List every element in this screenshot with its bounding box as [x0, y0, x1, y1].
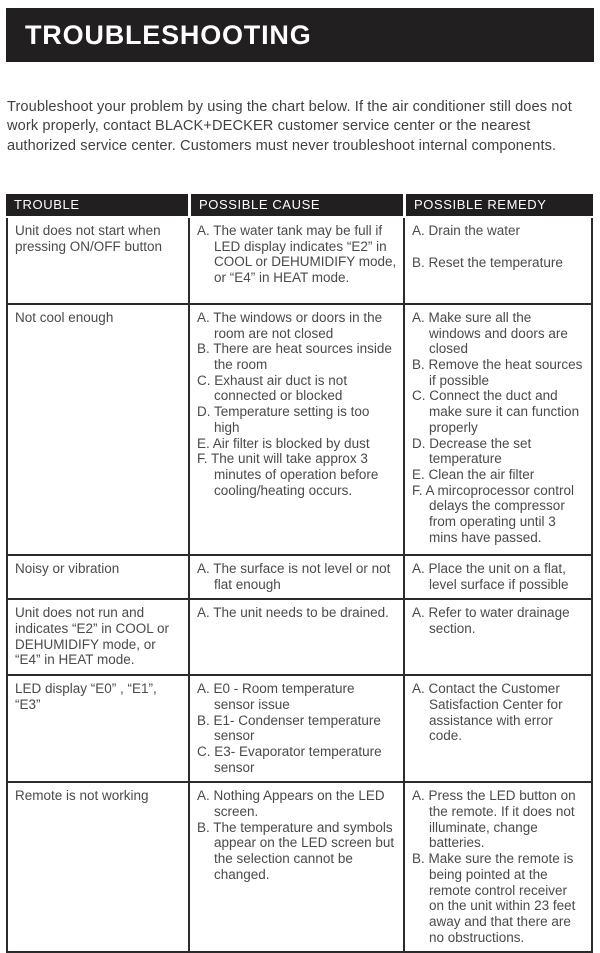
- column-header-possible-cause: POSSIBLE CAUSE: [188, 194, 403, 218]
- manual-page: [0, 8, 600, 945]
- remedy-item: B. Make sure the remote is being pointed at the remote control receiver on the unit within 23 feet away and that there are no obstructions.: [412, 851, 576, 945]
- trouble-text: Not cool enough: [15, 309, 114, 325]
- cause-item: A. The surface is not level or not flat enough: [197, 560, 391, 592]
- cause-item: D. Temperature setting is too high: [197, 404, 370, 435]
- trouble-cell: [6, 218, 188, 305]
- cause-item: B. E1- Condenser temperature sensor: [197, 712, 381, 744]
- trouble-text: Remote is not working: [15, 788, 149, 804]
- remedy-item: A. Drain the water: [412, 222, 521, 238]
- remedy-item: E. Clean the air filter: [412, 466, 535, 482]
- remedy-item: A. Contact the Customer Satisfaction Center for assistance with error code.: [412, 681, 563, 744]
- cause-cell: [188, 783, 403, 953]
- table-row: [6, 218, 593, 305]
- cause-item: B. The temperature and symbols appear on the LED screen but the selection cannot be changed.: [197, 819, 395, 882]
- intro-paragraph: Troubleshoot your problem by using the chart below. If the air conditioner still does not work properly, contact BLACK+DECKER customer service center or the nearest authorized service center. Customers must never troubleshoot internal components.: [7, 99, 572, 154]
- troubleshooting-table: [6, 194, 593, 953]
- remedy-item: A. Press the LED button on the remote. If it does not illuminate, change batteries.: [412, 788, 576, 851]
- trouble-cell: [6, 600, 188, 676]
- trouble-cell: [6, 556, 188, 600]
- column-header-possible-remedy: POSSIBLE REMEDY: [403, 194, 593, 218]
- table-row: [6, 600, 593, 676]
- cause-item: F. The unit will take approx 3 minutes of operation before cooling/heating occurs.: [197, 451, 379, 498]
- cause-item: E. Air filter is blocked by dust: [197, 435, 370, 451]
- table-header: [6, 194, 593, 218]
- remedy-item: F. A mircoprocessor control delays the compressor from operating until 3 mins have passed.: [412, 482, 575, 545]
- remedy-item: B. Reset the temperature: [412, 254, 563, 270]
- table-row: [6, 305, 593, 556]
- remedy-item: A. Make sure all the windows and doors are closed: [412, 309, 568, 357]
- cause-item: C. Exhaust air duct is not connected or blocked: [197, 372, 348, 404]
- remedy-item: D. Decrease the set temperature: [412, 435, 532, 467]
- remedy-item: A. Refer to water drainage section.: [412, 605, 570, 636]
- trouble-text: LED display “E0” , “E1”, “E3”: [15, 681, 157, 712]
- cause-cell: [188, 556, 403, 600]
- cause-item: A. The unit needs to be drained.: [197, 605, 389, 621]
- remedy-cell: [403, 556, 593, 600]
- cause-cell: [188, 305, 403, 556]
- table-row: [6, 556, 593, 600]
- column-header-trouble: TROUBLE: [6, 194, 188, 218]
- section-title-bar: [6, 8, 594, 62]
- remedy-cell: [403, 783, 593, 953]
- table-row: [6, 676, 593, 783]
- trouble-text: Unit does not start when pressing ON/OFF button: [15, 222, 163, 254]
- remedy-cell: [403, 600, 593, 676]
- cause-item: A. E0 - Room temperature sensor issue: [197, 681, 355, 712]
- cause-item: A. The water tank may be full if LED display indicates “E2” in COOL or DEHUMIDIFY mode, or “E4” in HEAT mode.: [197, 222, 397, 285]
- table-header-row: [6, 194, 593, 218]
- table-body: [6, 218, 593, 953]
- remedy-cell: [403, 676, 593, 783]
- cause-item: B. There are heat sources inside the room: [197, 341, 392, 372]
- table-row: [6, 783, 593, 953]
- cause-cell: [188, 218, 403, 305]
- cause-cell: [188, 600, 403, 676]
- remedy-item: B. Remove the heat sources if possible: [412, 357, 583, 388]
- remedy-item: A. Place the unit on a flat, level surface if possible: [412, 560, 569, 592]
- trouble-text: Unit does not run and indicates “E2” in COOL or DEHUMIDIFY mode, or “E4” in HEAT mode.: [15, 605, 170, 668]
- trouble-text: Noisy or vibration: [15, 560, 120, 576]
- page-title: TROUBLESHOOTING: [25, 19, 312, 50]
- remedy-cell: [403, 305, 593, 556]
- cause-item: A. The windows or doors in the room are not closed: [197, 309, 383, 341]
- cause-cell: [188, 676, 403, 783]
- cause-item: A. Nothing Appears on the LED screen.: [197, 788, 385, 820]
- cause-item: C. E3- Evaporator temperature sensor: [197, 743, 382, 775]
- trouble-cell: [6, 305, 188, 556]
- remedy-cell: [403, 218, 593, 305]
- trouble-cell: [6, 676, 188, 783]
- trouble-cell: [6, 783, 188, 953]
- remedy-item: C. Connect the duct and make sure it can function properly: [412, 388, 580, 435]
